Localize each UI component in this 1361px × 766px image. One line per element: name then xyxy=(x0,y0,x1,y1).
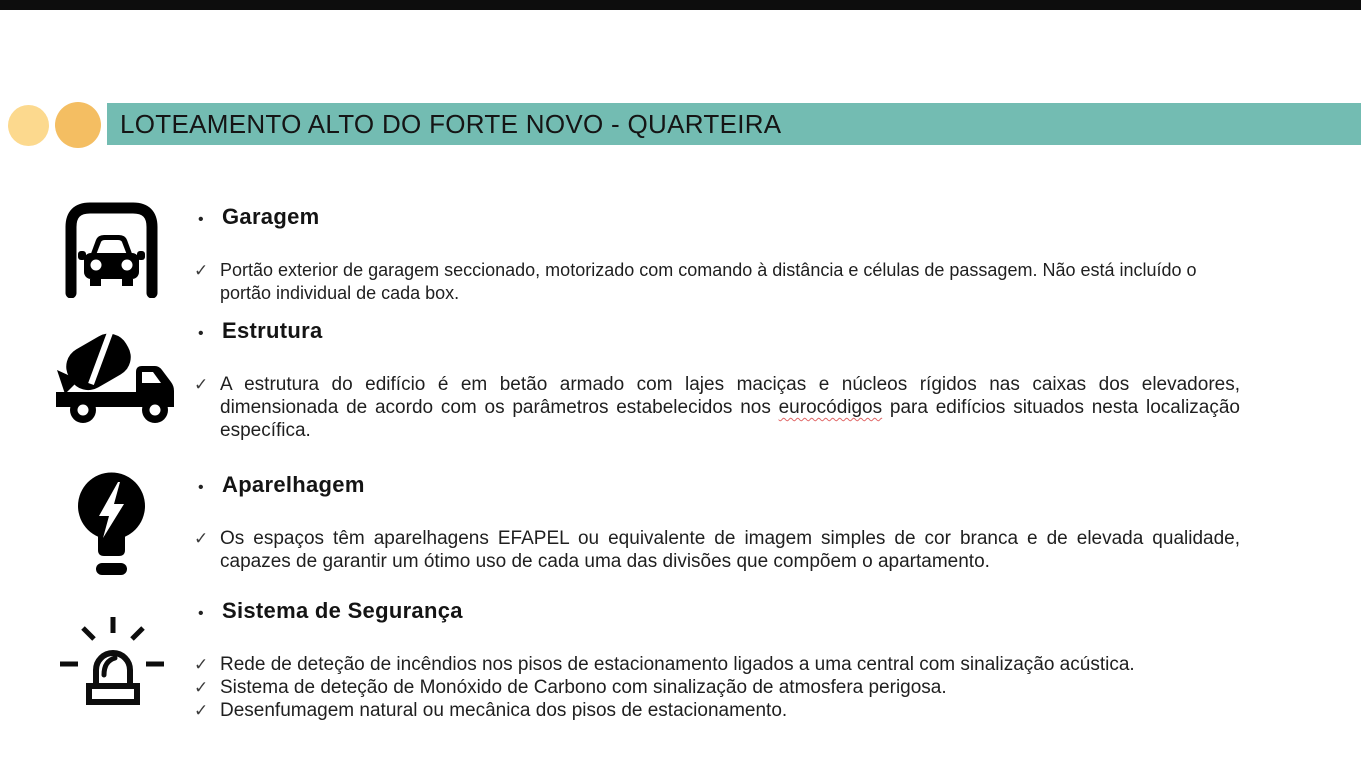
section-heading: Estrutura xyxy=(222,318,323,343)
page-title: LOTEAMENTO ALTO DO FORTE NOVO - QUARTEIRA xyxy=(120,108,782,139)
list-item xyxy=(190,259,1240,305)
list-item-text: Sistema de deteção de Monóxido de Carbono com sinalização de atmosfera perigosa. xyxy=(220,677,947,698)
check-icon: ✓ xyxy=(194,375,209,394)
section-aparelhagem xyxy=(190,472,1240,573)
list-item-text: Os espaços têm aparelhagens EFAPEL ou equivalente de imagem simples de cor branca e de elevada qualidade, capazes de garantir um ótimo uso de cada uma das divisões que compõem o apartamento. xyxy=(220,528,1240,572)
decorative-circle-light xyxy=(8,105,49,146)
section-heading-row xyxy=(190,472,1240,501)
check-icon: ✓ xyxy=(194,678,209,697)
check-icon: ✓ xyxy=(194,701,209,720)
siren-alarm-icon xyxy=(56,614,166,706)
lightbulb-bolt-icon xyxy=(74,466,149,579)
check-icon: ✓ xyxy=(194,529,209,548)
list-item-text: Rede de deteção de incêndios nos pisos de estacionamento ligados a uma central com sinalização acústica. xyxy=(220,654,1135,675)
list-item xyxy=(190,527,1240,573)
bullet-icon: • xyxy=(198,479,204,496)
section-sistema-de-seguranca xyxy=(190,598,1240,722)
top-accent-bar xyxy=(0,0,1361,10)
text-segment: para edifícios situados nesta localização específica. xyxy=(220,397,1240,441)
section-heading: Aparelhagem xyxy=(222,472,365,497)
section-heading-row xyxy=(190,598,1240,627)
garage-car-icon xyxy=(60,195,163,298)
check-icon: ✓ xyxy=(194,261,209,280)
list-item-text: Portão exterior de garagem seccionado, motorizado com comando à distância e células de passagem. Não está incluído o portão individual de cada box. xyxy=(220,260,1197,303)
decorative-circle-dark xyxy=(55,102,101,148)
list-item-text: Desenfumagem natural ou mecânica dos pisos de estacionamento. xyxy=(220,700,788,721)
check-icon: ✓ xyxy=(194,655,209,674)
section-estrutura xyxy=(190,318,1240,442)
section-heading: Garagem xyxy=(222,204,320,229)
list-item xyxy=(190,653,1240,676)
bullet-icon: • xyxy=(198,605,204,622)
list-item xyxy=(190,373,1240,442)
bullet-icon: • xyxy=(198,325,204,342)
section-heading-row xyxy=(190,318,1240,347)
list-item-text xyxy=(220,373,1240,442)
list-item xyxy=(190,676,1240,699)
section-garagem xyxy=(190,204,1240,305)
section-heading: Sistema de Segurança xyxy=(222,598,463,623)
text-segment: A estrutura do edifício é em betão armado com lajes maciças e núcleos rígidos nas caixas dos elevadores, dimensionada de acordo com os parâmetros estabelecidos nos xyxy=(220,374,1240,418)
spellcheck-flagged-word: eurocódigos xyxy=(778,397,883,418)
bullet-icon: • xyxy=(198,211,204,228)
section-heading-row xyxy=(190,204,1240,233)
concrete-mixer-truck-icon xyxy=(53,326,181,426)
list-item xyxy=(190,699,1240,722)
title-bar xyxy=(107,103,1361,145)
